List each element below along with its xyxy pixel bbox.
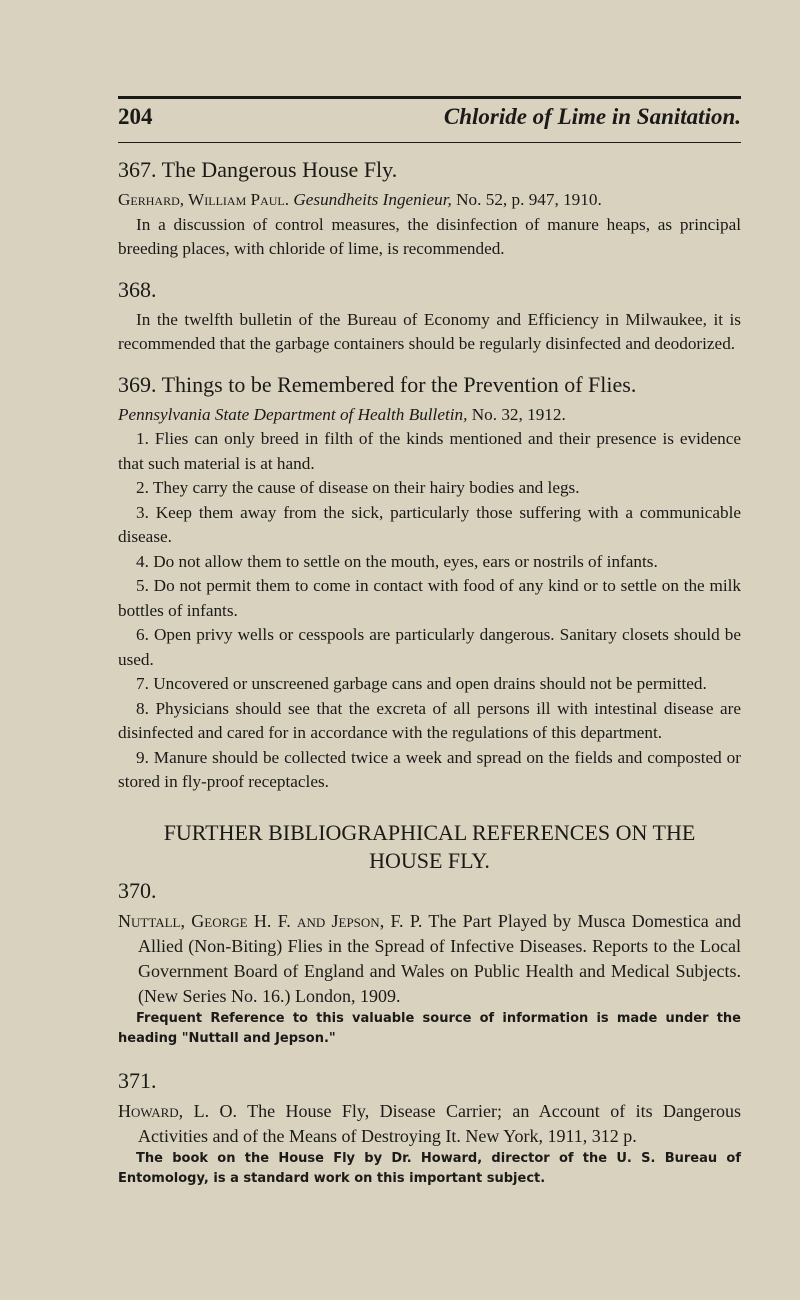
citation [118,188,741,213]
entry-body: The Part Played by Musca Domestica and Allied (Non-Biting) Flies in the Spread of Infective Diseases. Reports to the Local Government Board of England and Wales on Public Health and Medical Subjects. (New Series No. 16.) London, 1909. [138,910,741,1006]
section-heading-line1: FURTHER BIBLIOGRAPHICAL REFERENCES ON THE [163,819,696,845]
entry-369 [118,371,741,795]
citation [118,403,741,428]
header-rule-top [118,96,741,99]
citation-details: No. 32, 1912. [471,404,566,424]
author: Howard, L. O. [118,1100,237,1121]
journal: Gesundheits Ingenieur, [293,190,452,209]
entry-body: In a discussion of control measures, the disinfection of manure heaps, as principal breeding places, with chloride of lime, is recommended. [118,214,741,258]
list-item: 8. Physicians should see that the excreta of all persons ill with intestinal disease are disinfected and cared for in accordance with the regulations of this department. [118,698,741,742]
list-item: 6. Open privy wells or cesspools are particularly dangerous. Sanitary closets should be used. [118,625,741,669]
page-header [118,104,741,130]
running-title: Chloride of Lime in Sanitation. [443,104,741,129]
entry-368 [118,276,741,357]
entry-367 [118,156,741,262]
list-item: 7. Uncovered or unscreened garbage cans and open drains should not be permitted. [136,674,707,693]
entry-number: 370. [118,877,157,903]
section-heading-line2: HOUSE FLY. [369,847,490,873]
author: Gerhard, William Paul. [118,190,290,209]
bibliography-entry [118,909,741,1009]
entry-number: 371. [118,1067,157,1093]
author: Nuttall, George H. F. and Jepson, F. P. [118,910,423,931]
list-item: 4. Do not allow them to settle on the mouth, eyes, ears or nostrils of infants. [136,551,658,571]
entry-370 [118,877,741,1049]
page-number: 204 [118,104,153,129]
list-item: 3. Keep them away from the sick, particularly those suffering with a communicable disease. [118,502,741,546]
citation-details: No. 52, p. 947, 1910. [456,190,602,209]
entry-note: Frequent Reference to this valuable source of information is made under the heading "Nuttall and Jepson." [118,1010,741,1046]
page-body [118,156,741,1189]
entry-title: 367. The Dangerous House Fly. [118,157,398,182]
section-heading [118,819,741,875]
list-item: 1. Flies can only breed in filth of the kinds mentioned and their presence is evidence that such material is at hand. [118,429,741,473]
bibliography-entry [118,1099,741,1149]
list-item: 2. They carry the cause of disease on their hairy bodies and legs. [136,478,580,497]
entry-note: The book on the House Fly by Dr. Howard, director of the U. S. Bureau of Entomology, is a standard work on this important subject. [118,1150,741,1186]
journal: Pennsylvania State Department of Health Bulletin, [118,404,468,424]
list-item: 9. Manure should be collected twice a week and spread on the fields and composted or stored in fly-proof receptacles. [118,747,741,791]
entry-body: In the twelfth bulletin of the Bureau of Economy and Efficiency in Milwaukee, it is recommended that the garbage containers should be regularly disinfected and deodorized. [118,309,741,353]
entry-371 [118,1067,741,1189]
entry-number: 368. [118,276,157,302]
entry-title: 369. Things to be Remembered for the Prevention of Flies. [118,371,637,397]
header-rule-bottom [118,142,741,143]
entry-body: The House Fly, Disease Carrier; an Account of its Dangerous Activities and of the Means of Destroying It. New York, 1911, 312 p. [138,1100,741,1146]
list-item: 5. Do not permit them to come in contact with food of any kind or to settle on the milk bottles of infants. [118,576,741,620]
